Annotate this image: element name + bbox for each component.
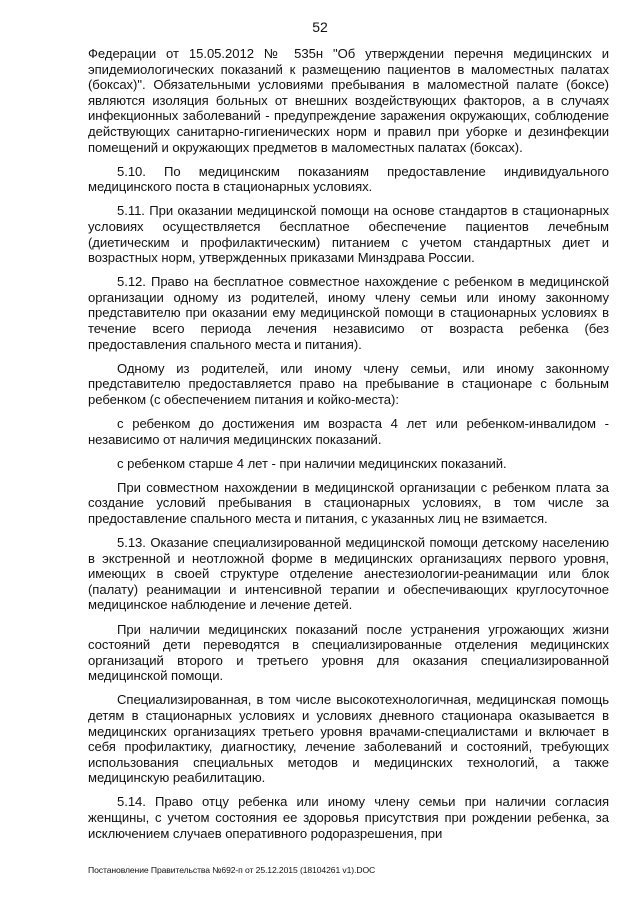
paragraph-no-fee: При совместном нахождении в медицинской организации с ребенком плата за создание условий пребывания в стационарных условиях, в том числе за предоставление спального места и питания, с указанных лиц не взимается. <box>88 479 609 526</box>
paragraph-5-11: 5.11. При оказании медицинской помощи на основе стандартов в стационарных условиях осуществляется бесплатное обеспечение пациентов лечебным (диетическим и профилактическим) питанием с учетом стандартных диет и возрастных норм, утвержденных приказами Минздрава России. <box>88 203 609 266</box>
paragraph-continuation: Федерации от 15.05.2012 № 535н "Об утверждении перечня медицинских и эпидемиологических показаний к размещению пациентов в маломестных палатах (боксах)". Обязательными условиями пребывания в маломестной палате (боксе) являются изоляция больных от внешних воздействующих факторов, а в случаях инфекционных заболеваний - предупреждение заражения окружающих, соблюдение действующих санитарно-гигиенических норм и правил при уборке и дезинфекции помещений и окружающих предметов в маломестных палатах (боксах). <box>88 46 609 155</box>
paragraph-child-over-4: с ребенком старше 4 лет - при наличии медицинских показаний. <box>117 455 507 471</box>
paragraph-5-14: 5.14. Право отцу ребенка или иному члену семьи при наличии согласия женщины, с учетом состояния ее здоровья присутствия при рождении ребенка, за исключением случаев оперативного родоразрешения, при <box>88 794 609 841</box>
paragraph-parent-stay: Одному из родителей, или иному члену семьи, или иному законному представителю предоставляется право на пребывание в стационаре с больным ребенком (с обеспечением питания и койко-места): <box>88 360 609 407</box>
document-body <box>88 46 609 850</box>
paragraph-5-10: 5.10. По медицинским показаниям предоставление индивидуального медицинского поста в стационарных условиях. <box>88 163 609 195</box>
document-footer: Постановление Правительства №692-п от 25.12.2015 (18104261 v1).DOC <box>88 865 376 875</box>
paragraph-specialized-care: Специализированная, в том числе высокотехнологичная, медицинская помощь детям в стационарных условиях и условиях дневного стационара оказывается в медицинских организациях третьего уровня врачами-специалистами и включает в себя профилактику, диагностику, лечение заболеваний и состояний, требующих использования специальных методов и медицинских технологий, а также медицинскую реабилитацию. <box>88 692 609 786</box>
page-number: 52 <box>312 19 328 35</box>
paragraph-5-13: 5.13. Оказание специализированной медицинской помощи детскому населению в экстренной и неотложной форме в медицинских организациях первого уровня, имеющих в своей структуре отделение анестезиологии-реанимации или блок (палату) реанимации и интенсивной терапии и обеспечивающих круглосуточное медицинское наблюдение и лечение детей. <box>88 535 609 613</box>
paragraph-child-under-4: с ребенком до достижения им возраста 4 лет или ребенком-инвалидом - независимо от наличия медицинских показаний. <box>88 415 609 447</box>
paragraph-5-12: 5.12. Право на бесплатное совместное нахождение с ребенком в медицинской организации одному из родителей, иному члену семьи или иному законному представителю при оказании ему медицинской помощи в стационарных условиях в течение всего периода лечения независимо от возраста ребенка (без предоставления спального места и питания). <box>88 274 609 352</box>
paragraph-transfer: При наличии медицинских показаний после устранения угрожающих жизни состояний дети переводятся в специализированные отделения медицинских организаций второго и третьего уровня для оказания специализированной медицинской помощи. <box>88 621 609 684</box>
